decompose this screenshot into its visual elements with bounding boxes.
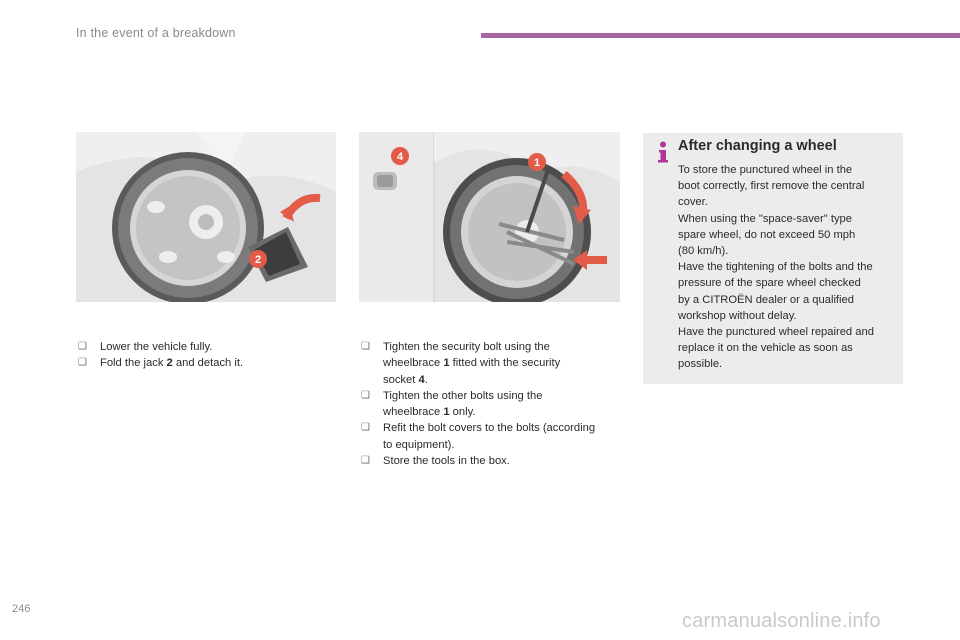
illustration-wheelbrace [359, 132, 620, 302]
info-line: boot correctly, first remove the central [678, 180, 865, 193]
info-box-body [678, 162, 896, 373]
info-box [643, 133, 903, 384]
step-text-before: wheelbrace [383, 406, 444, 419]
info-line: pressure of the spare wheel checked [678, 277, 861, 290]
header-accent-bar [481, 33, 960, 38]
step-ref: 1 [443, 357, 450, 370]
checkbox-bullet-icon: ❑ [361, 455, 370, 467]
checkbox-bullet-icon: ❑ [361, 389, 370, 401]
info-line: (80 km/h). [678, 245, 729, 258]
step-text: Lower the vehicle fully. [100, 341, 213, 353]
step-line: Refit the bolt covers to the bolts (according [383, 422, 596, 435]
step-text-after: . [424, 373, 428, 386]
checkbox-bullet-icon: ❑ [78, 357, 87, 369]
info-line: Have the tightening of the bolts and the [678, 261, 873, 274]
page-number: 246 [12, 603, 31, 615]
step-line: Tighten the other bolts using the [383, 389, 543, 402]
list-item [361, 388, 623, 421]
watermark: carmanualsonline.info [682, 610, 881, 632]
column2-steps [361, 339, 623, 469]
info-line: Have the punctured wheel repaired and [678, 326, 874, 339]
info-line: by a CITROËN dealer or a qualified [678, 293, 854, 306]
column1-steps [78, 339, 338, 372]
step-text-after: only. [449, 406, 476, 419]
step-line: Tighten the security bolt using the [383, 341, 550, 353]
list-item [361, 420, 623, 453]
step-text-before: wheelbrace [383, 357, 444, 370]
info-line: cover. [678, 196, 708, 209]
step-text: Store the tools in the box. [383, 455, 510, 468]
info-line: workshop without delay. [678, 309, 797, 322]
step-text-after: and detach it. [172, 357, 244, 370]
info-box-title: After changing a wheel [678, 138, 837, 154]
info-line: spare wheel, do not exceed 50 mph [678, 228, 856, 241]
step-text-before: Fold the jack [100, 357, 167, 370]
step-ref: 4 [418, 373, 425, 386]
step-text-before: socket [383, 373, 419, 386]
step-ref: 2 [166, 357, 173, 370]
step-ref: 1 [443, 406, 450, 419]
info-icon [656, 141, 670, 163]
checkbox-bullet-icon: ❑ [361, 341, 370, 352]
info-line: To store the punctured wheel in the [678, 164, 853, 176]
step-line: to equipment). [383, 438, 455, 451]
callout-4-label: 4 [396, 151, 404, 163]
list-item [78, 355, 338, 371]
list-item [361, 339, 623, 388]
callout-1-label: 1 [533, 157, 541, 169]
list-item [78, 339, 338, 355]
checkbox-bullet-icon: ❑ [78, 341, 87, 352]
callout-2-label: 2 [254, 254, 262, 266]
info-line: When using the "space-saver" type [678, 212, 852, 225]
info-line: replace it on the vehicle as soon as [678, 342, 853, 355]
checkbox-bullet-icon: ❑ [361, 422, 370, 434]
header-title: In the event of a breakdown [76, 26, 236, 40]
illustration-jack [76, 132, 336, 302]
step-text-after: fitted with the security [449, 357, 561, 370]
list-item [361, 453, 623, 469]
info-line: possible. [678, 358, 723, 371]
